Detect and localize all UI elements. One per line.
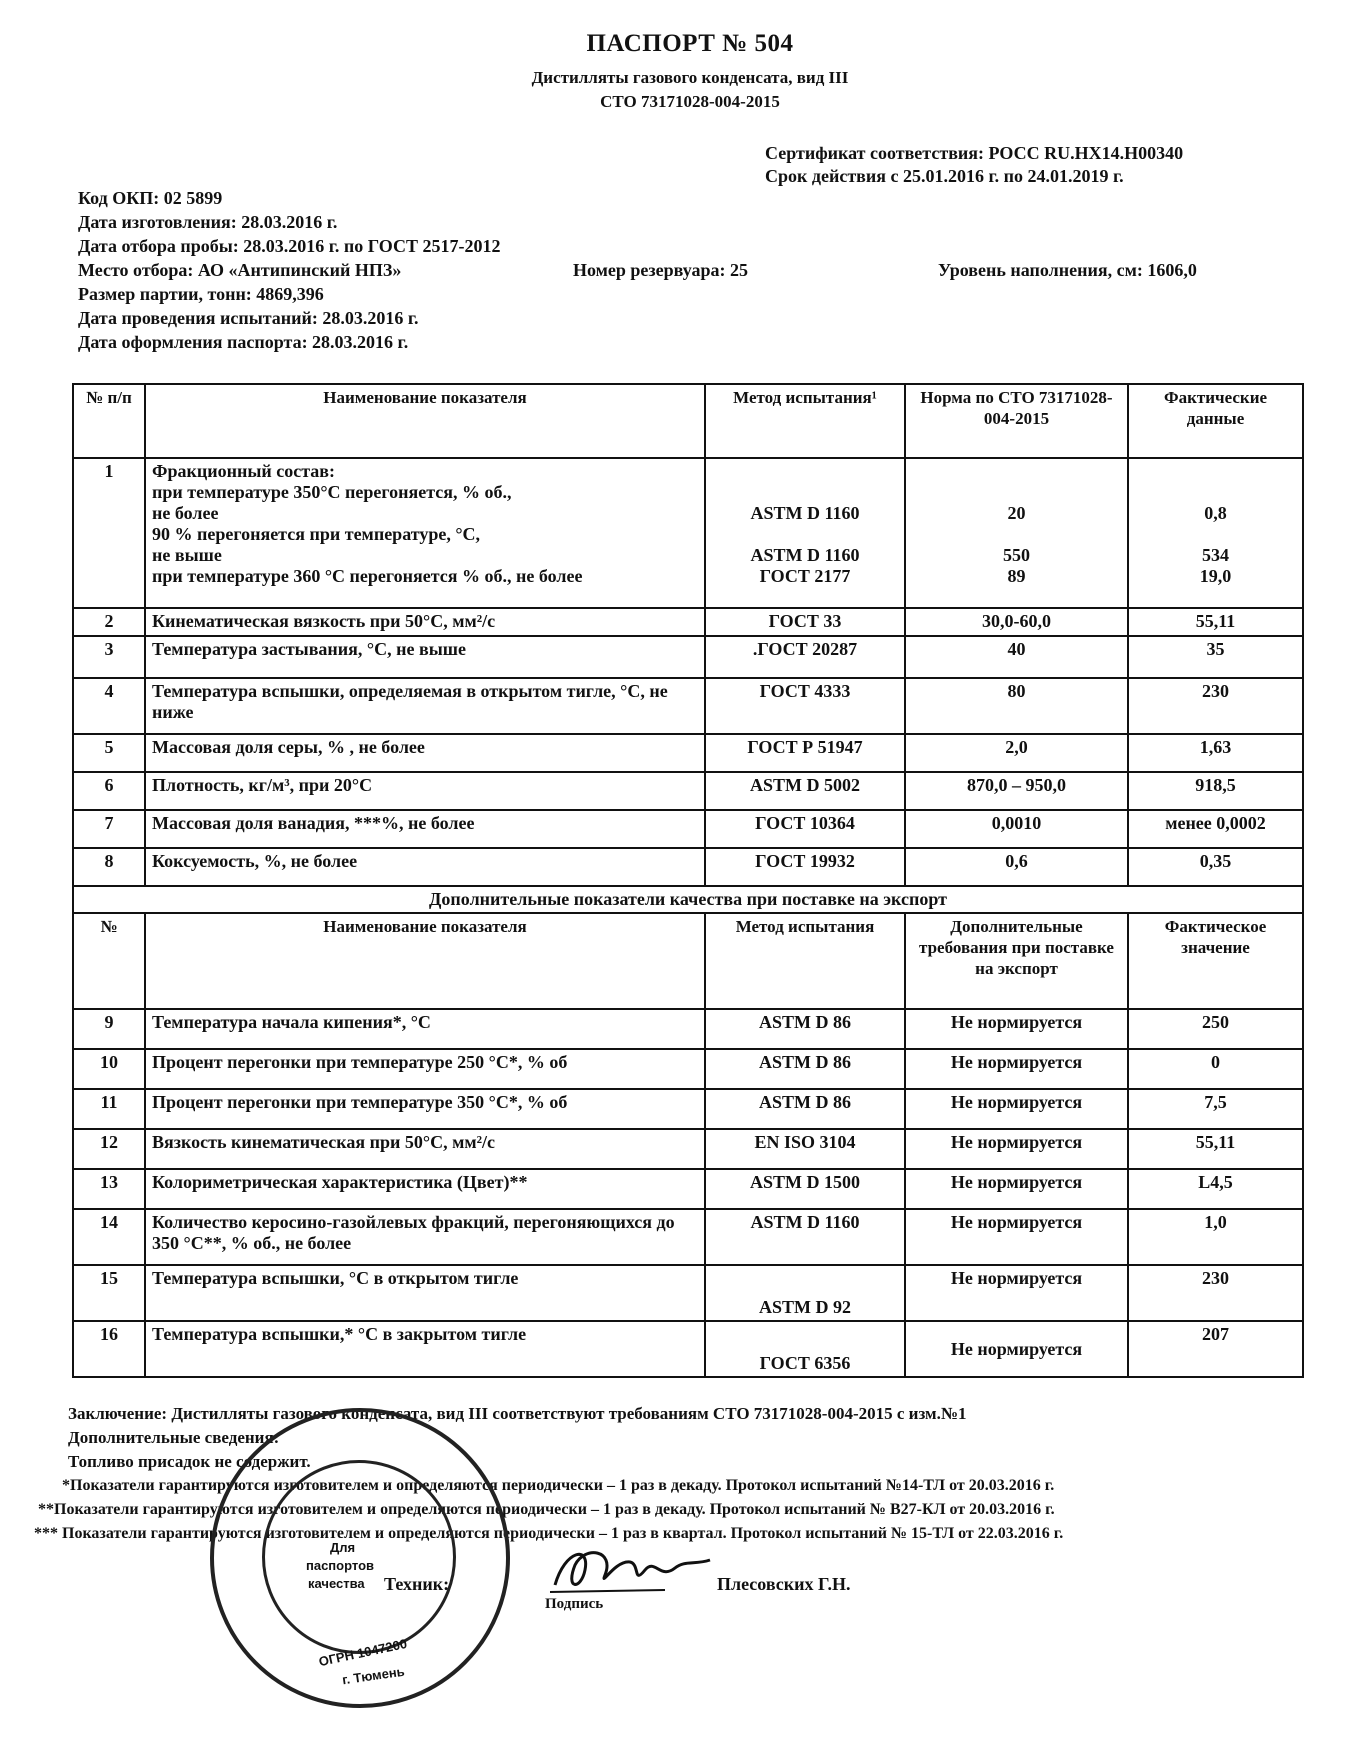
row-num: 10 xyxy=(73,1049,145,1089)
header-norm: Норма по СТО 73171028-004-2015 xyxy=(905,384,1128,458)
row-actual: 207 xyxy=(1128,1321,1303,1377)
fill-level: Уровень наполнения, см: 1606,0 xyxy=(938,260,1197,280)
certificate-line: Сертификат соответствия: РОСС RU.HX14.H00340 xyxy=(765,143,1184,163)
row1-method: ASTM D 1160 xyxy=(750,503,860,523)
row-actual: L4,5 xyxy=(1128,1169,1303,1209)
sample-date: Дата отбора пробы: 28.03.2016 г. по ГОСТ 2517-2012 xyxy=(78,236,501,256)
row-name xyxy=(145,458,705,608)
signature-label: Подпись xyxy=(545,1596,604,1612)
row-req: Не нормируется xyxy=(905,1009,1128,1049)
row-name: Кинематическая вязкость при 50°С, мм²/с xyxy=(145,608,705,636)
extra-info-label: Дополнительные сведения: xyxy=(68,1428,280,1447)
standard-code: СТО 73171028-004-2015 xyxy=(600,92,780,111)
test-date: Дата проведения испытаний: 28.03.2016 г. xyxy=(78,308,419,328)
row1-line: не выше xyxy=(152,545,222,565)
row-num: 9 xyxy=(73,1009,145,1049)
row-method: EN ISO 3104 xyxy=(705,1129,905,1169)
row-num: 11 xyxy=(73,1089,145,1129)
header-actual: Фактические данные xyxy=(1128,384,1303,458)
row-actual xyxy=(1128,458,1303,608)
row-req: Не нормируется xyxy=(905,1321,1128,1377)
export-header-actual: Фактическое значение xyxy=(1128,913,1303,1009)
row-num: 6 xyxy=(73,772,145,810)
signature-icon xyxy=(545,1540,715,1600)
table-row xyxy=(73,608,1303,636)
table-row xyxy=(73,848,1303,886)
row-req: Не нормируется xyxy=(905,1265,1128,1321)
header-name: Наименование показателя xyxy=(145,384,705,458)
row-name: Процент перегонки при температуре 250 °С*, % об xyxy=(145,1049,705,1089)
footnote-3: *** Показатели гарантируются изготовителем и определяются периодически – 1 раз в квартал. Протокол испытаний № 15-ТЛ от 22.03.2016 г. xyxy=(34,1525,1064,1542)
row-name: Температура начала кипения*, °С xyxy=(145,1009,705,1049)
row-norm: 80 xyxy=(905,678,1128,734)
row-actual: 55,11 xyxy=(1128,1129,1303,1169)
export-header-name: Наименование показателя xyxy=(145,913,705,1009)
row-name: Массовая доля ванадия, ***%, не более xyxy=(145,810,705,848)
stamp-text: качества xyxy=(308,1576,365,1591)
row-num: 3 xyxy=(73,636,145,678)
row-num: 12 xyxy=(73,1129,145,1169)
row-req: Не нормируется xyxy=(905,1049,1128,1089)
row-actual: 230 xyxy=(1128,678,1303,734)
row-req: Не нормируется xyxy=(905,1089,1128,1129)
row-method: ГОСТ 33 xyxy=(705,608,905,636)
export-header-method: Метод испытания xyxy=(705,913,905,1009)
table-row xyxy=(73,1089,1303,1129)
export-section-row xyxy=(73,886,1303,913)
row-name: Температура вспышки, °С в открытом тигле xyxy=(145,1265,705,1321)
row-num: 4 xyxy=(73,678,145,734)
stamp-ogrn: ОГРН 1047200 xyxy=(317,1635,409,1670)
row-actual: 230 xyxy=(1128,1265,1303,1321)
table-row xyxy=(73,1009,1303,1049)
sample-place: Место отбора: АО «Антипинский НПЗ» xyxy=(78,260,402,280)
stamp-city: г. Тюмень xyxy=(341,1663,406,1688)
row-norm: 870,0 – 950,0 xyxy=(905,772,1128,810)
row1-line: не более xyxy=(152,503,219,523)
row1-actual: 534 xyxy=(1202,545,1229,565)
signer-role: Техник: xyxy=(384,1574,450,1594)
row1-norm: 89 xyxy=(1007,566,1026,586)
row-method: ASTM D 1500 xyxy=(705,1169,905,1209)
row-method xyxy=(705,458,905,608)
row-num: 16 xyxy=(73,1321,145,1377)
row-method: ASTM D 1160 xyxy=(705,1209,905,1265)
row-actual: 35 xyxy=(1128,636,1303,678)
row1-norm: 20 xyxy=(1007,503,1026,523)
table-row xyxy=(73,458,1303,608)
table-row xyxy=(73,1321,1303,1377)
table-row xyxy=(73,1129,1303,1169)
row-actual: 250 xyxy=(1128,1009,1303,1049)
passport-title: ПАСПОРТ № 504 xyxy=(586,30,794,57)
row-method: ГОСТ 6356 xyxy=(705,1321,905,1377)
row-name: Температура вспышки, определяемая в открытом тигле, °С, не ниже xyxy=(145,678,705,734)
okp-code: Код ОКП: 02 5899 xyxy=(78,188,223,208)
row-norm: 2,0 xyxy=(905,734,1128,772)
row-name: Температура застывания, °С, не выше xyxy=(145,636,705,678)
table-row xyxy=(73,772,1303,810)
table-header-row xyxy=(73,384,1303,458)
row-num: 13 xyxy=(73,1169,145,1209)
row-name: Колориметрическая характеристика (Цвет)** xyxy=(145,1169,705,1209)
row-method: ГОСТ 10364 xyxy=(705,810,905,848)
quality-table xyxy=(72,383,1304,1378)
row-req: Не нормируется xyxy=(905,1129,1128,1169)
row-num: 14 xyxy=(73,1209,145,1265)
row-actual: 1,0 xyxy=(1128,1209,1303,1265)
export-header-req: Дополнительные требования при поставке на экспорт xyxy=(905,913,1128,1009)
row-name: Плотность, кг/м³, при 20°С xyxy=(145,772,705,810)
row-name: Коксуемость, %, не более xyxy=(145,848,705,886)
row-method: ГОСТ Р 51947 xyxy=(705,734,905,772)
batch-size: Размер партии, тонн: 4869,396 xyxy=(78,284,324,304)
row1-method: ГОСТ 2177 xyxy=(759,566,851,586)
row-name: Массовая доля серы, % , не более xyxy=(145,734,705,772)
header-num: № п/п xyxy=(73,384,145,458)
certificate-validity: Срок действия с 25.01.2016 г. по 24.01.2019 г. xyxy=(765,166,1124,186)
row-actual: 0,35 xyxy=(1128,848,1303,886)
row-actual: 55,11 xyxy=(1128,608,1303,636)
table-row xyxy=(73,678,1303,734)
row-method: .ГОСТ 20287 xyxy=(705,636,905,678)
stamp-text: Для xyxy=(330,1540,356,1555)
table-row xyxy=(73,1169,1303,1209)
row-name: Вязкость кинематическая при 50°С, мм²/с xyxy=(145,1129,705,1169)
row-num: 1 xyxy=(73,458,145,608)
footnote-2: **Показатели гарантируются изготовителем и определяются периодически – 1 раз в декаду. Протокол испытаний № В27-КЛ от 20.03.2016 г. xyxy=(38,1501,1055,1518)
passport-date: Дата оформления паспорта: 28.03.2016 г. xyxy=(78,332,409,352)
row1-line: при температуре 360 °С перегоняется % об., не более xyxy=(152,566,583,586)
manufacture-date: Дата изготовления: 28.03.2016 г. xyxy=(78,212,338,232)
row-actual: 0 xyxy=(1128,1049,1303,1089)
seal-inner-ring xyxy=(262,1460,456,1654)
row1-norm: 550 xyxy=(1003,545,1030,565)
row-name: Температура вспышки,* °С в закрытом тигле xyxy=(145,1321,705,1377)
row-method: ASTM D 86 xyxy=(705,1009,905,1049)
table-row xyxy=(73,1209,1303,1265)
conclusion: Заключение: Дистилляты газового конденсата, вид III соответствуют требованиям СТО 73171028-004-2015 с изм.№1 xyxy=(68,1404,967,1423)
row-name: Процент перегонки при температуре 350 °С*, % об xyxy=(145,1089,705,1129)
row-num: 15 xyxy=(73,1265,145,1321)
stamp-text: паспортов xyxy=(306,1558,375,1573)
row1-actual: 19,0 xyxy=(1199,566,1232,586)
table-row xyxy=(73,810,1303,848)
row-method: ГОСТ 4333 xyxy=(705,678,905,734)
row-norm: 30,0-60,0 xyxy=(905,608,1128,636)
row-num: 5 xyxy=(73,734,145,772)
row-actual: менее 0,0002 xyxy=(1128,810,1303,848)
table-row xyxy=(73,734,1303,772)
row-method: ASTM D 5002 xyxy=(705,772,905,810)
row1-method: ASTM D 1160 xyxy=(750,545,860,565)
row-method: ГОСТ 19932 xyxy=(705,848,905,886)
signer-name: Плесовских Г.Н. xyxy=(717,1574,851,1594)
export-header-row xyxy=(73,913,1303,1009)
table-row xyxy=(73,1049,1303,1089)
additives-note: Топливо присадок не содержит. xyxy=(68,1452,311,1471)
table-row xyxy=(73,636,1303,678)
header-method: Метод испытания¹ xyxy=(705,384,905,458)
row-req: Не нормируется xyxy=(905,1209,1128,1265)
table-row xyxy=(73,1265,1303,1321)
row-norm: 40 xyxy=(905,636,1128,678)
footnote-1: *Показатели гарантируются изготовителем и определяются периодически – 1 раз в декаду. Протокол испытаний №14-ТЛ от 20.03.2016 г. xyxy=(62,1477,1055,1494)
row-num: 7 xyxy=(73,810,145,848)
row-method: ASTM D 86 xyxy=(705,1089,905,1129)
export-header-num: № xyxy=(73,913,145,1009)
row1-line: 90 % перегоняется при температуре, °С, xyxy=(152,524,481,544)
row-name: Количество керосино-газойлевых фракций, перегоняющихся до 350 °С**, % об., не более xyxy=(145,1209,705,1265)
row1-line: Фракционный состав: xyxy=(152,461,336,481)
row-method: ASTM D 92 xyxy=(705,1265,905,1321)
row-num: 2 xyxy=(73,608,145,636)
export-section-title: Дополнительные показатели качества при поставке на экспорт xyxy=(73,886,1303,913)
row1-line: при температуре 350°С перегоняется, % об., xyxy=(152,482,512,502)
row-norm: 0,6 xyxy=(905,848,1128,886)
row-actual: 918,5 xyxy=(1128,772,1303,810)
row1-actual: 0,8 xyxy=(1204,503,1227,523)
row-actual: 1,63 xyxy=(1128,734,1303,772)
row-method: ASTM D 86 xyxy=(705,1049,905,1089)
row-num: 8 xyxy=(73,848,145,886)
row-req: Не нормируется xyxy=(905,1169,1128,1209)
row-norm xyxy=(905,458,1128,608)
row-actual: 7,5 xyxy=(1128,1089,1303,1129)
row-norm: 0,0010 xyxy=(905,810,1128,848)
product-name: Дистилляты газового конденсата, вид III xyxy=(531,68,849,87)
tank-number: Номер резервуара: 25 xyxy=(573,260,749,280)
